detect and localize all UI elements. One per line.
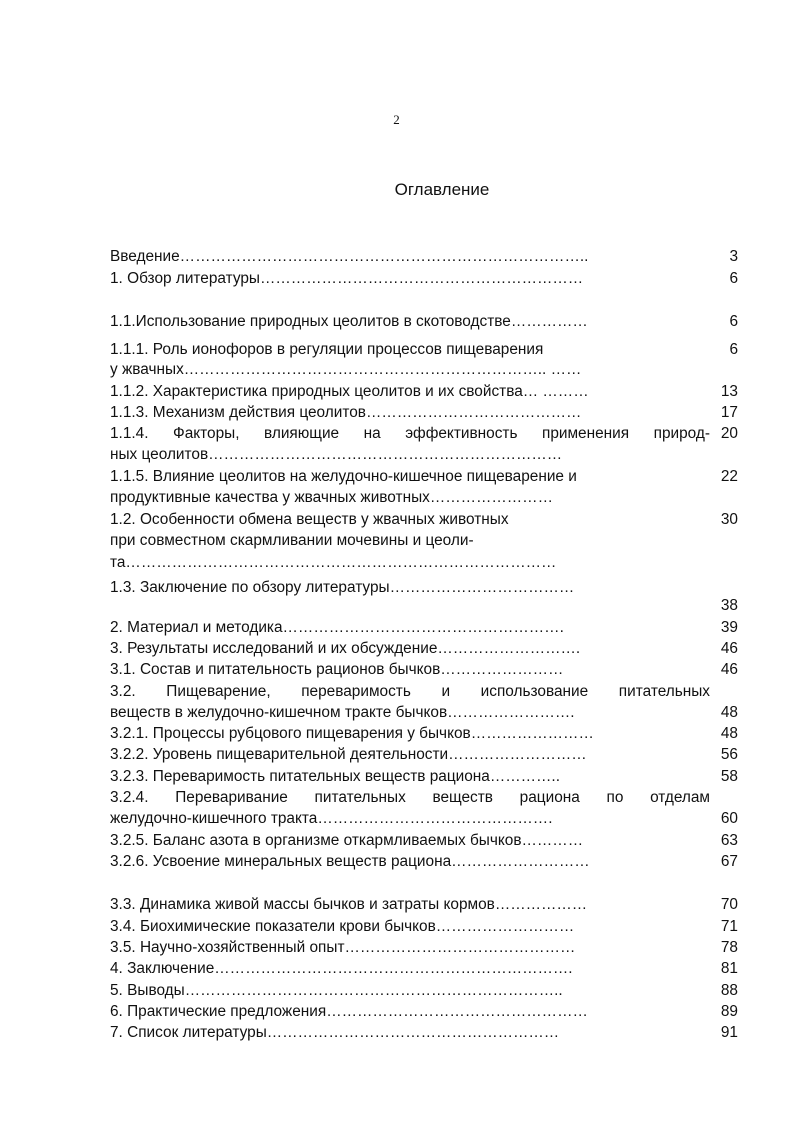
toc-page-number: 56 <box>720 746 738 763</box>
toc-page-number: 22 <box>720 468 738 485</box>
toc-page-number: 6 <box>729 341 738 358</box>
toc-page-number: 88 <box>720 982 738 999</box>
toc-page-number: 48 <box>720 704 738 721</box>
toc-line: 7. Список литературы………………………………………………… <box>110 1024 560 1041</box>
toc-line: Введение…………………………………………………………………….. <box>110 248 589 265</box>
toc-line: 1.1.3. Механизм действия цеолитов…………………………………… <box>110 404 582 421</box>
toc-line: 3.3. Динамика живой массы бычков и затраты кормов……………… <box>110 896 588 913</box>
toc-page-number: 6 <box>729 313 738 330</box>
toc-line: 6. Практические предложения…………………………………………… <box>110 1003 588 1020</box>
toc-page-number: 81 <box>720 960 738 977</box>
toc-page-number: 71 <box>720 918 738 935</box>
toc-line: 1.1.5. Влияние цеолитов на желудочно-кишечное пищеварение и <box>110 468 577 485</box>
toc-line: ных цеолитов…………………………………………………………… <box>110 446 563 463</box>
toc-title: Оглавление <box>394 180 490 199</box>
toc-line: 1.2. Особенности обмена веществ у жвачных животных <box>110 511 509 528</box>
toc-page-number: 17 <box>720 404 738 421</box>
toc-line: 3.2.1. Процессы рубцового пищеварения у бычков…………………… <box>110 725 594 742</box>
toc-line: 3.2. Пищеварение, переваримость и использование питательных <box>110 683 710 700</box>
toc-page-number: 78 <box>720 939 738 956</box>
toc-line: 5. Выводы……………………………………………………………….. <box>110 982 563 999</box>
toc-line: веществ в желудочно-кишечном тракте бычков……………………. <box>110 704 575 721</box>
toc-line: 1. Обзор литературы……………………………………………………… <box>110 270 584 287</box>
toc-page-number: 48 <box>720 725 738 742</box>
toc-line: 1.1.1. Роль ионофоров в регуляции процессов пищеварения <box>110 341 544 358</box>
toc-page-number: 6 <box>729 270 738 287</box>
toc-line: та………………………………………………………………………… <box>110 554 557 571</box>
toc-page-number: 3 <box>729 248 738 265</box>
toc-line: 3.1. Состав и питательность рационов бычков…………………… <box>110 661 564 678</box>
toc-page-number: 20 <box>720 425 738 442</box>
toc-page-number: 58 <box>720 768 738 785</box>
toc-page-number: 91 <box>720 1024 738 1041</box>
toc-page-number: 13 <box>720 383 738 400</box>
toc-line: 3.2.6. Усвоение минеральных веществ рациона……………………… <box>110 853 590 870</box>
toc-line: при совместном скармливании мочевины и цеоли- <box>110 532 474 549</box>
toc-page-number: 39 <box>720 619 738 636</box>
toc-line: 3.2.4. Переваривание питательных веществ рациона по отделам <box>110 789 710 806</box>
toc-line: 3. Результаты исследований и их обсуждение………………………. <box>110 640 581 657</box>
toc-page-number: 63 <box>720 832 738 849</box>
toc-line: 1.1.2. Характеристика природных цеолитов и их свойства… ……… <box>110 383 589 400</box>
toc-page-number: 70 <box>720 896 738 913</box>
toc-line: 2. Материал и методика………………………………………………. <box>110 619 564 636</box>
toc-page-number: 60 <box>720 810 738 827</box>
toc-line: 3.2.2. Уровень пищеварительной деятельности……………………… <box>110 746 587 763</box>
toc-line: 3.2.5. Баланс азота в организме откармливаемых бычков………… <box>110 832 584 849</box>
toc-page-number: 46 <box>720 661 738 678</box>
toc-page-number: 30 <box>720 511 738 528</box>
toc-line: желудочно-кишечного тракта………………………………………. <box>110 810 553 827</box>
toc-line: у жвачных…………………………………………………………….. …… <box>110 361 582 378</box>
page-number: 2 <box>393 112 400 127</box>
toc-page-number: 67 <box>720 853 738 870</box>
toc-line: 1.1.Использование природных цеолитов в скотоводстве…………… <box>110 313 588 330</box>
toc-line: 3.5. Научно-хозяйственный опыт……………………………………… <box>110 939 576 956</box>
toc-line: 1.1.4. Факторы, влияющие на эффективность применения природ- <box>110 425 710 442</box>
toc-line: 3.2.3. Переваримость питательных веществ рациона………….. <box>110 768 560 785</box>
toc-line: 4. Заключение……………………………………………………………. <box>110 960 573 977</box>
toc-line: 1.3. Заключение по обзору литературы……………………………… <box>110 579 575 596</box>
toc-page-number: 46 <box>720 640 738 657</box>
toc-line: продуктивные качества у жвачных животных…………………… <box>110 489 553 506</box>
toc-page-number: 38 <box>720 597 738 614</box>
toc-line: 3.4. Биохимические показатели крови бычков……………………… <box>110 918 575 935</box>
toc-page-number: 89 <box>720 1003 738 1020</box>
